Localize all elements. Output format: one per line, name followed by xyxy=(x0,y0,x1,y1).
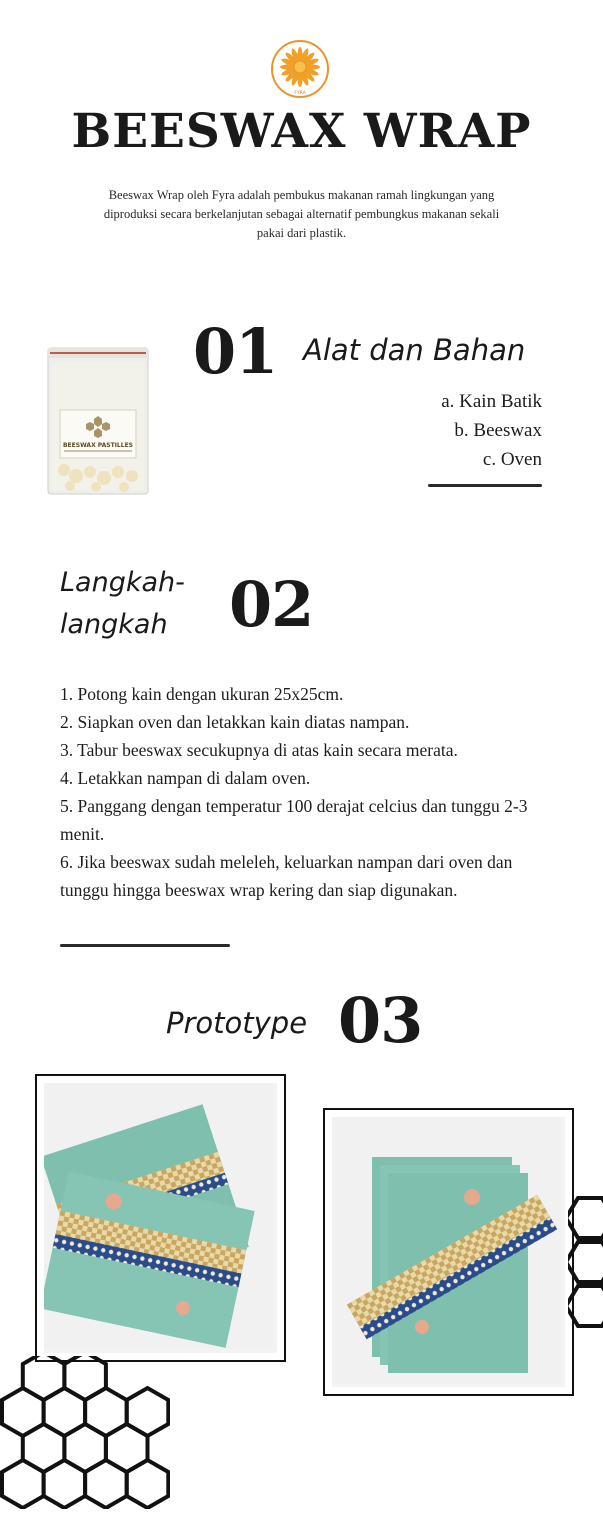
section-title-langkah xyxy=(60,562,210,646)
beeswax-pastilles-pouch-image xyxy=(46,346,150,496)
logo-text: FYRA xyxy=(294,91,306,96)
list-item: 5. Panggang dengan temperatur 100 derajat celcius dan tunggu 2-3 menit. xyxy=(60,796,528,844)
sunflower-icon xyxy=(270,39,330,99)
section-title-line: Langkah- xyxy=(60,567,185,598)
section-number-02: 02 xyxy=(229,568,314,641)
section-title-line: langkah xyxy=(60,609,168,640)
section-number-03: 03 xyxy=(338,984,423,1057)
list-item: a. Kain Batik xyxy=(441,391,542,412)
steps-list xyxy=(60,680,560,904)
prototype-photo-2 xyxy=(323,1108,574,1396)
materials-list xyxy=(360,387,542,474)
fyra-logo xyxy=(270,39,330,99)
hexagon xyxy=(85,1460,127,1508)
prototype-photo-1 xyxy=(35,1074,286,1362)
list-item: 3. Tabur beeswax secukupnya di atas kain secara merata. xyxy=(60,740,458,760)
list-item: b. Beeswax xyxy=(454,420,542,441)
page-title: BEESWAX WRAP xyxy=(71,104,532,159)
divider xyxy=(428,484,542,487)
pouch-label: BEESWAX PASTILLES xyxy=(62,442,134,449)
list-item: 1. Potong kain dengan ukuran 25x25cm. xyxy=(60,684,344,704)
list-item: 4. Letakkan nampan di dalam oven. xyxy=(60,768,311,788)
section-title-prototype: Prototype xyxy=(166,1006,308,1040)
intro-paragraph: Beeswax Wrap oleh Fyra adalah pembukus makanan ramah lingkungan yang diproduksi secara berkelanjutan sebagai alternatif pembungkus makanan sekali pakai dari plastik. xyxy=(103,188,500,240)
section-number-01: 01 xyxy=(193,315,278,388)
hexagon xyxy=(2,1460,44,1508)
hexagon xyxy=(127,1460,169,1508)
list-item: 2. Siapkan oven dan letakkan kain diatas nampan. xyxy=(60,712,410,732)
hexagon-pattern-decoration xyxy=(0,1356,170,1509)
divider xyxy=(60,944,230,947)
hexagon-pattern-decoration xyxy=(568,1190,603,1330)
list-item: c. Oven xyxy=(482,449,542,470)
hexagon xyxy=(44,1460,86,1508)
section-title-alat-dan-bahan: Alat dan Bahan xyxy=(303,333,526,367)
list-item: 6. Jika beeswax sudah meleleh, keluarkan nampan dari oven dan tunggu hingga beeswax wrap kering dan siap digunakan. xyxy=(60,852,513,900)
